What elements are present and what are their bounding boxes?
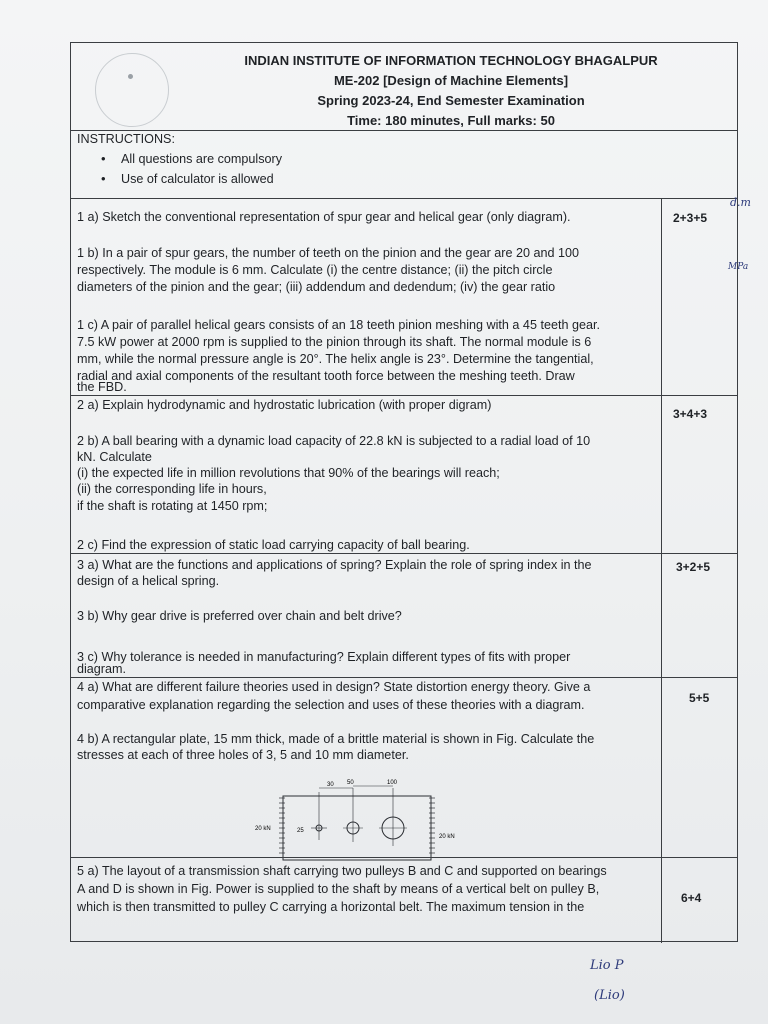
handwritten-note: Lio P bbox=[590, 958, 624, 973]
dim-30: 30 bbox=[327, 782, 334, 788]
question-1-marks: 2+3+5 bbox=[673, 211, 708, 225]
dim-50: 50 bbox=[347, 780, 354, 786]
load-left: 20 kN bbox=[255, 826, 271, 832]
section-divider bbox=[71, 395, 737, 396]
marks-column-divider bbox=[661, 198, 662, 943]
question-4a-line: 4 a) What are different failure theories used in design? State distortion energy theory. Give a bbox=[77, 680, 591, 694]
course-title: ME-202 [Design of Machine Elements] bbox=[333, 73, 569, 88]
question-2-marks: 3+4+3 bbox=[673, 407, 708, 421]
question-2c: 2 c) Find the expression of static load carrying capacity of ball bearing. bbox=[77, 538, 470, 552]
question-1b-line: 1 b) In a pair of spur gears, the number of teeth on the pinion and the gear are 20 and 100 bbox=[77, 246, 579, 260]
question-3a-line: design of a helical spring. bbox=[77, 574, 220, 588]
question-3b: 3 b) Why gear drive is preferred over chain and belt drive? bbox=[77, 609, 402, 623]
question-4a-line: comparative explanation regarding the selection and uses of these theories with a diagram. bbox=[77, 698, 585, 712]
question-5a-line: which is then transmitted to pulley C carrying a horizontal belt. The maximum tension in the bbox=[77, 900, 585, 914]
question-2a: 2 a) Explain hydrodynamic and hydrostatic lubrication (with proper digram) bbox=[77, 398, 492, 412]
question-1c-line: radial and axial components of the resultant tooth force between the meshing teeth. Draw bbox=[77, 369, 575, 383]
question-2b-line: kN. Calculate bbox=[77, 450, 152, 464]
question-5-marks: 6+4 bbox=[681, 891, 702, 905]
question-2b-line: (i) the expected life in million revolutions that 90% of the bearings will reach; bbox=[77, 466, 500, 480]
instructions-heading: INSTRUCTIONS: bbox=[77, 132, 175, 146]
exam-session: Spring 2023-24, End Semester Examination bbox=[317, 93, 585, 108]
bullet-icon: • bbox=[101, 171, 106, 186]
plate-with-holes-figure bbox=[249, 778, 539, 868]
question-3a-line: 3 a) What are the functions and applications of spring? Explain the role of spring index in the bbox=[77, 558, 592, 572]
bullet-icon: • bbox=[101, 151, 106, 166]
time-and-marks: Time: 180 minutes, Full marks: 50 bbox=[347, 113, 555, 128]
question-paper-frame bbox=[70, 42, 738, 942]
section-divider bbox=[71, 553, 737, 554]
question-1a: 1 a) Sketch the conventional representation of spur gear and helical gear (only diagram). bbox=[77, 210, 571, 224]
dim-100: 100 bbox=[387, 780, 398, 786]
hole-centerlines bbox=[311, 786, 407, 846]
question-2b-line: 2 b) A ball bearing with a dynamic load capacity of 22.8 kN is subjected to a radial load of 10 bbox=[77, 434, 591, 448]
question-1c-line: the FBD. bbox=[77, 380, 127, 394]
question-1b-line: diameters of the pinion and the gear; (iii) addendum and dedendum; (iv) the gear ratio bbox=[77, 280, 556, 294]
question-1c-line: 7.5 kW power at 2000 rpm is supplied to the pinion through its shaft. The normal module is 6 bbox=[77, 335, 592, 349]
question-5a-line: 5 a) The layout of a transmission shaft carrying two pulleys B and C and supported on bearings bbox=[77, 864, 607, 878]
left-grip-hatching bbox=[279, 798, 285, 853]
question-3c-line: diagram. bbox=[77, 662, 126, 676]
margin-note: d.m bbox=[730, 196, 751, 209]
question-4b-line: stresses at each of three holes of 3, 5 and 10 mm diameter. bbox=[77, 748, 409, 762]
question-5a-line: A and D is shown in Fig. Power is supplied to the shaft by means of a vertical belt on pulley B, bbox=[77, 882, 600, 896]
question-3-marks: 3+2+5 bbox=[676, 560, 711, 574]
question-4-marks: 5+5 bbox=[689, 691, 710, 705]
question-3c-line: 3 c) Why tolerance is needed in manufacturing? Explain different types of fits with proper bbox=[77, 650, 571, 664]
institute-seal-icon bbox=[95, 53, 169, 127]
question-4b-line: 4 b) A rectangular plate, 15 mm thick, made of a brittle material is shown in Fig. Calculate the bbox=[77, 732, 595, 746]
institute-name: INDIAN INSTITUTE OF INFORMATION TECHNOLOGY BHAGALPUR bbox=[244, 53, 658, 68]
handwritten-note: (Lio) bbox=[594, 988, 625, 1003]
question-1c-line: 1 c) A pair of parallel helical gears consists of an 18 teeth pinion meshing with a 45 teeth gear. bbox=[77, 318, 600, 332]
question-2b-line: (ii) the corresponding life in hours, bbox=[77, 482, 267, 496]
instruction-item: Use of calculator is allowed bbox=[121, 172, 274, 186]
section-divider bbox=[71, 198, 737, 199]
question-1b-line: respectively. The module is 6 mm. Calculate (i) the centre distance; (ii) the pitch circle bbox=[77, 263, 553, 277]
section-divider bbox=[71, 677, 737, 678]
dim-25: 25 bbox=[297, 828, 304, 834]
section-divider bbox=[71, 857, 737, 858]
instruction-item: All questions are compulsory bbox=[121, 152, 282, 166]
margin-note: MPa bbox=[728, 262, 749, 272]
question-2b-line: if the shaft is rotating at 1450 rpm; bbox=[77, 499, 268, 513]
load-right: 20 kN bbox=[439, 834, 455, 840]
right-grip-hatching bbox=[429, 798, 435, 853]
question-1c-line: mm, while the normal pressure angle is 20°. The helix angle is 23°. Determine the tangential, bbox=[77, 352, 594, 366]
